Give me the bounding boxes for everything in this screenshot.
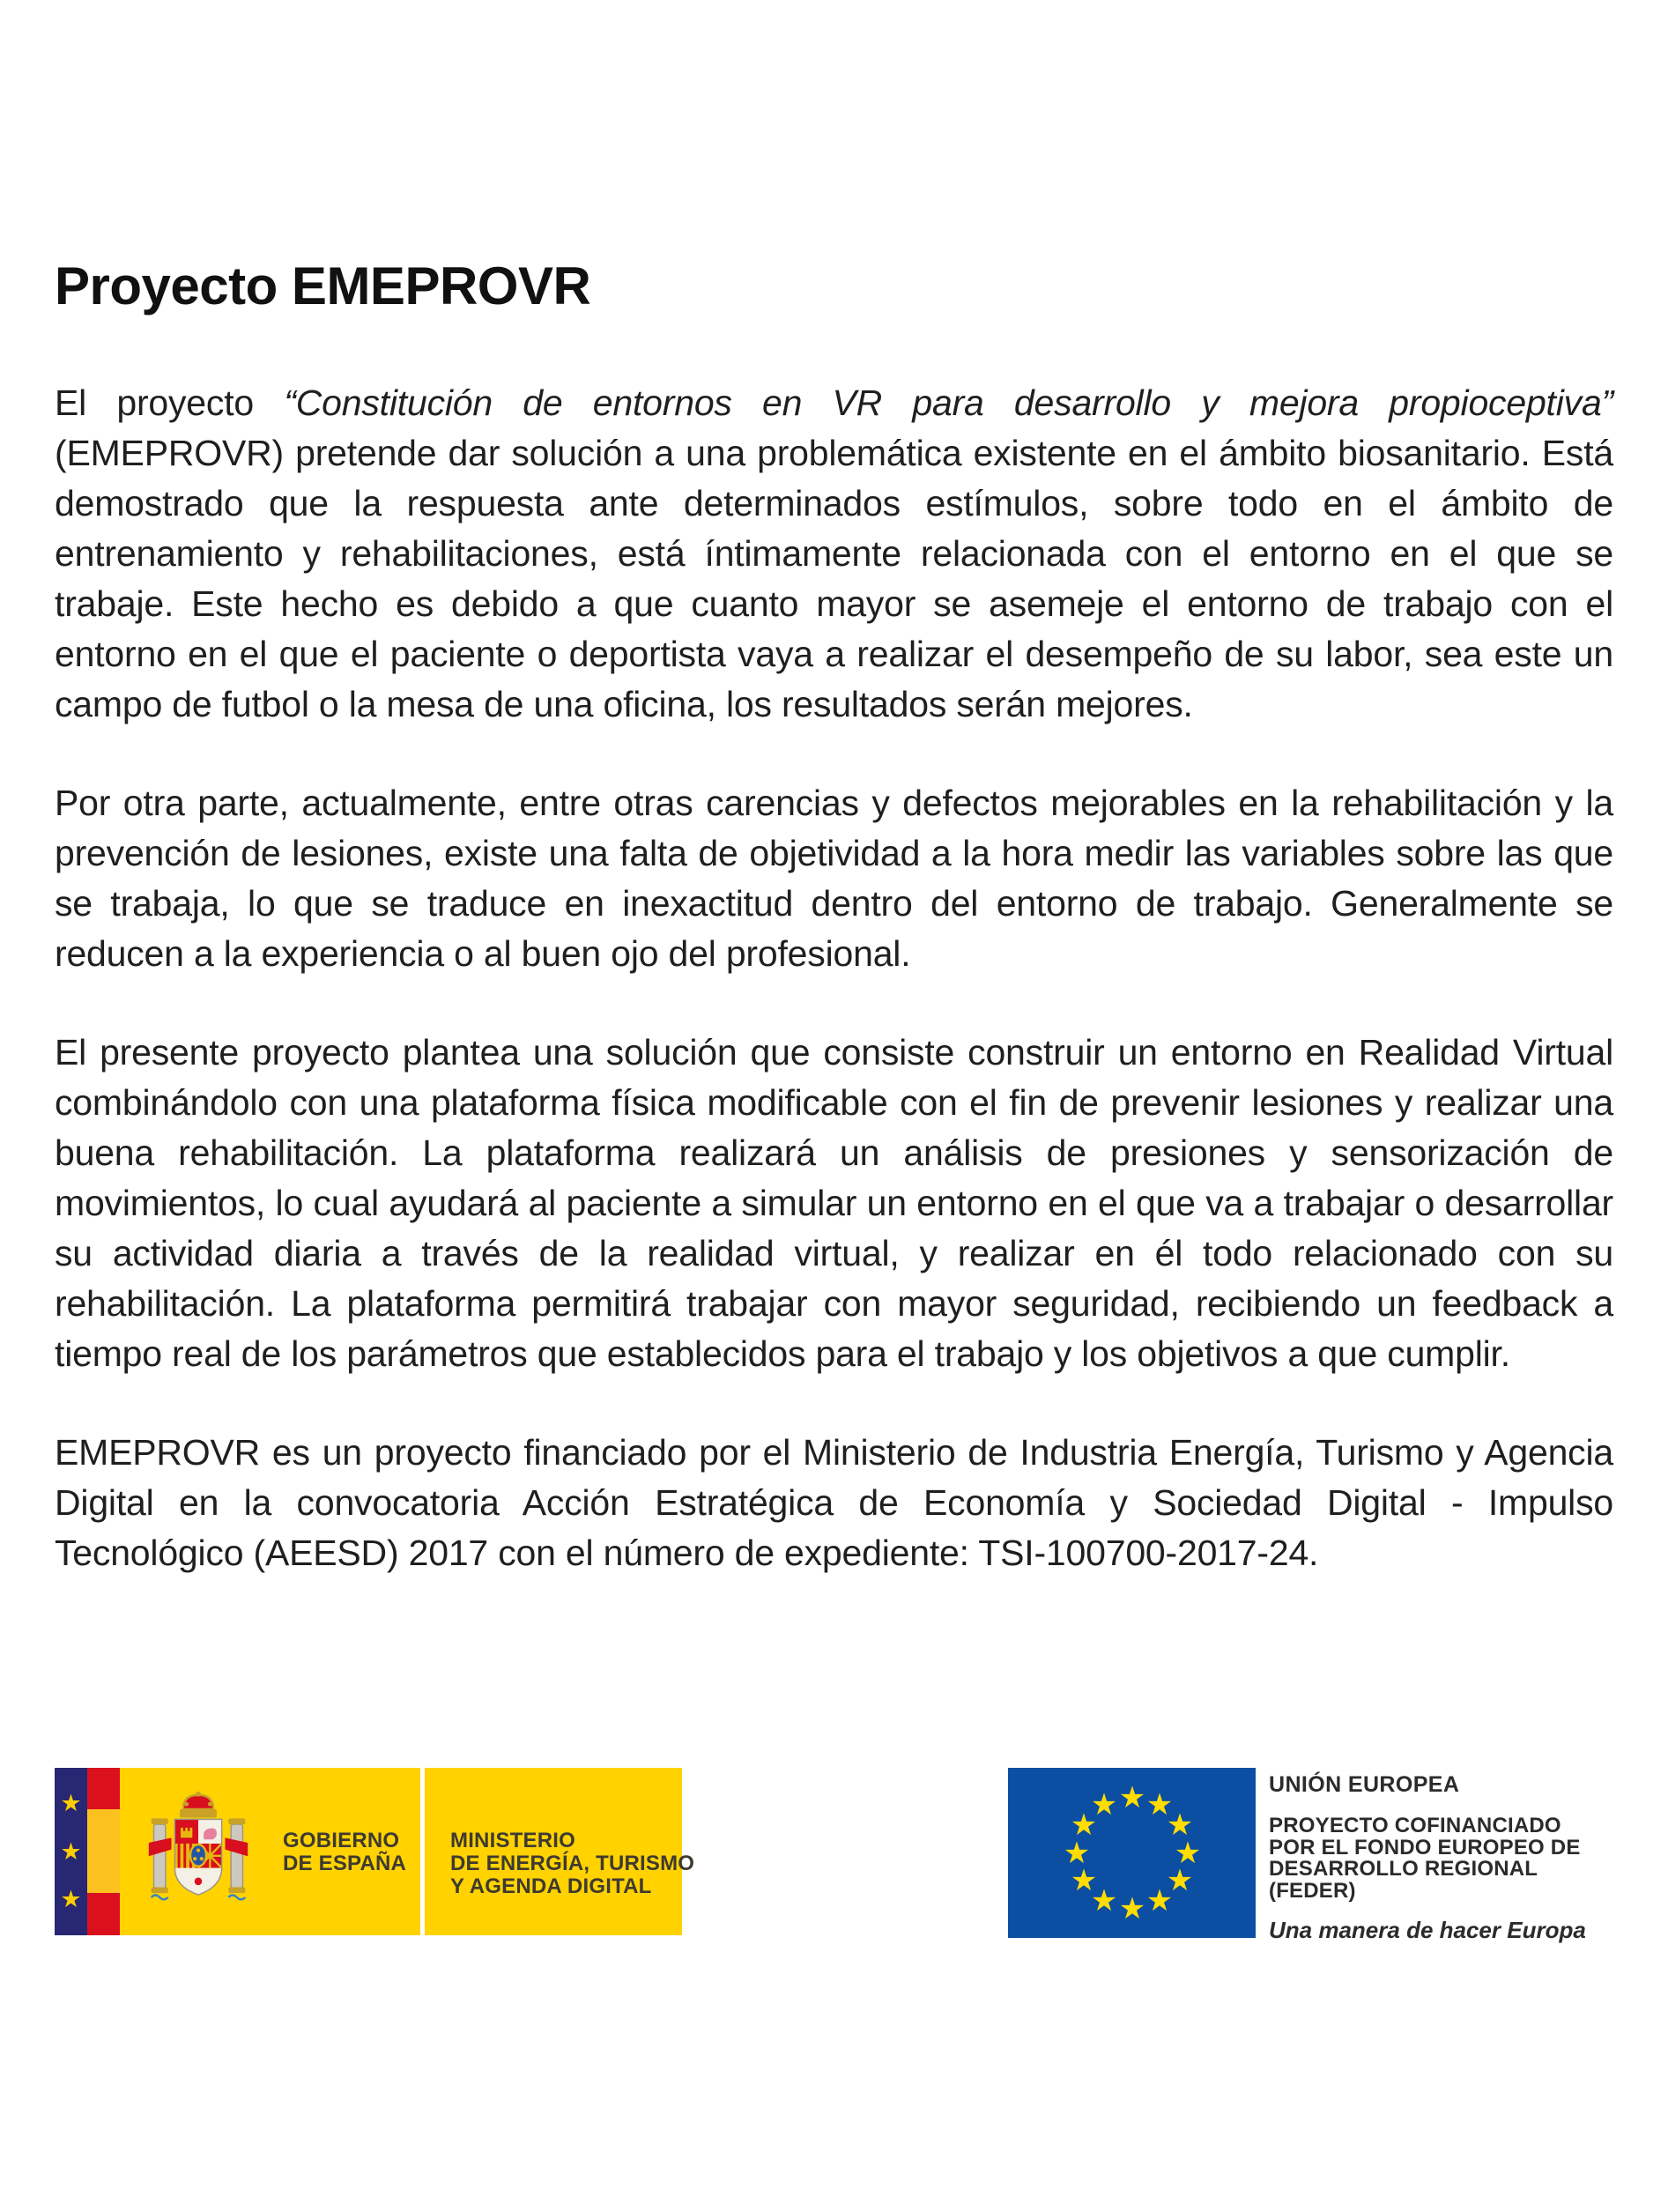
eu-star-icon: ★ — [1118, 1892, 1146, 1926]
paragraph-1 — [55, 378, 1613, 730]
paragraph-3: El presente proyecto plantea una solución que consiste construir un entorno en Realidad Virtual combinándolo con una plataforma física modificable con el fin de prevenir lesiones y realizar una buena rehabilitación. La plataforma realizará un análisis de presiones y sensorización de movimientos, lo cual ayudará al paciente a simular un entorno en el que va a trabajar o desarrollar su actividad diaria a través de la realidad virtual, y realizar en él todo relacionado con su rehabilitación. La plataforma permitirá trabajar con mayor seguridad, recibiendo un feedback a tiempo real de los parámetros que establecidos para el trabajo y los objetivos a que cumplir. — [55, 1032, 1613, 1374]
government-label-line: DE ESPAÑA — [283, 1852, 407, 1875]
spain-ministry-panel — [425, 1768, 695, 1935]
spain-government-panel — [120, 1768, 420, 1935]
star-icon: ★ — [60, 1885, 82, 1912]
government-label-line: GOBIERNO — [283, 1829, 400, 1852]
eu-flag-icon — [1008, 1768, 1256, 1938]
page-title: Proyecto EMEPROVR — [55, 256, 591, 315]
spain-flag-stripe — [87, 1768, 120, 1935]
eu-star-icon: ★ — [1070, 1808, 1098, 1842]
eu-cofinance-line: POR EL FONDO EUROPEO DE — [1269, 1835, 1581, 1859]
spain-government-logo — [55, 1768, 695, 1935]
paragraph-4: EMEPROVR es un proyecto financiado por el Ministerio de Industria Energía, Turismo y Agencia Digital en la convocatoria Acción Estratégica de Economía y Sociedad Digital - Impulso Tecnológico (AEESD) 2017 con el número de expediente: TSI-100700-2017-24. — [55, 1432, 1613, 1573]
footer-logos — [55, 1768, 1613, 1942]
eu-star-icon: ★ — [1118, 1781, 1146, 1815]
star-icon: ★ — [60, 1790, 82, 1817]
eu-union-label: UNIÓN EUROPEA — [1269, 1772, 1460, 1797]
paragraph-1-intro: El proyecto — [55, 382, 285, 423]
paragraph-1-rest: (EMEPROVR) pretende dar solución a una problemática existente en el ámbito biosanitario. Está demostrado que la respuesta ante determinados estímulos, sobre todo en el ámbito de entrenamiento y rehabilitaciones, está íntimamente relacionada con el entorno en el que se trabaje. Este hecho es debido a que cuanto mayor se asemeje el entorno de trabajo con el entorno en el que el paciente o deportista vaya a realizar el desempeño de su labor, sea este un campo de futbol o la mesa de una oficina, los resultados serán mejores. — [55, 433, 1613, 724]
spain-ministry-label — [450, 1768, 694, 1935]
eu-star-icon: ★ — [1174, 1837, 1202, 1870]
spain-logo-blue-stripe — [55, 1768, 87, 1935]
paragraph-2: Por otra parte, actualmente, entre otras carencias y defectos mejorables en la rehabilitación y la prevención de lesiones, existe una falta de objetividad a la hora medir las variables sobre las que se trabaja, lo que se traduce en inexactitud dentro del entorno de trabajo. Generalmente se reducen a la experiencia o al buen ojo del profesional. — [55, 783, 1613, 974]
eu-star-icon: ★ — [1063, 1837, 1091, 1870]
eu-star-icon: ★ — [1090, 1884, 1118, 1918]
ministry-label-line: DE ENERGÍA, TURISMO — [450, 1852, 695, 1875]
eu-cofinance-line: PROYECTO COFINANCIADO — [1269, 1814, 1561, 1837]
eu-logo-text — [1269, 1768, 1586, 1942]
ministry-label-line: Y AGENDA DIGITAL — [450, 1874, 652, 1898]
eu-star-icon: ★ — [1145, 1788, 1174, 1822]
eu-cofinance-label — [1269, 1815, 1586, 1902]
eu-feder-logo — [1008, 1768, 1586, 1942]
eu-cofinance-line: (FEDER) — [1269, 1878, 1356, 1903]
ministry-label-line: MINISTERIO — [450, 1829, 576, 1852]
spain-government-label — [283, 1768, 406, 1935]
eu-star-icon: ★ — [1166, 1808, 1194, 1842]
eu-star-icon: ★ — [1166, 1864, 1194, 1897]
spain-coat-of-arms-icon — [146, 1791, 250, 1913]
eu-star-icon: ★ — [1145, 1884, 1174, 1918]
eu-tagline: Una manera de hacer Europa — [1269, 1917, 1586, 1943]
eu-star-icon: ★ — [1070, 1864, 1098, 1897]
star-icon: ★ — [60, 1837, 82, 1865]
paragraph-1-quote: “Constitución de entornos en VR para desarrollo y mejora propioceptiva” — [284, 382, 1614, 423]
eu-star-icon: ★ — [1090, 1788, 1118, 1822]
eu-cofinance-line: DESARROLLO REGIONAL — [1269, 1857, 1538, 1881]
